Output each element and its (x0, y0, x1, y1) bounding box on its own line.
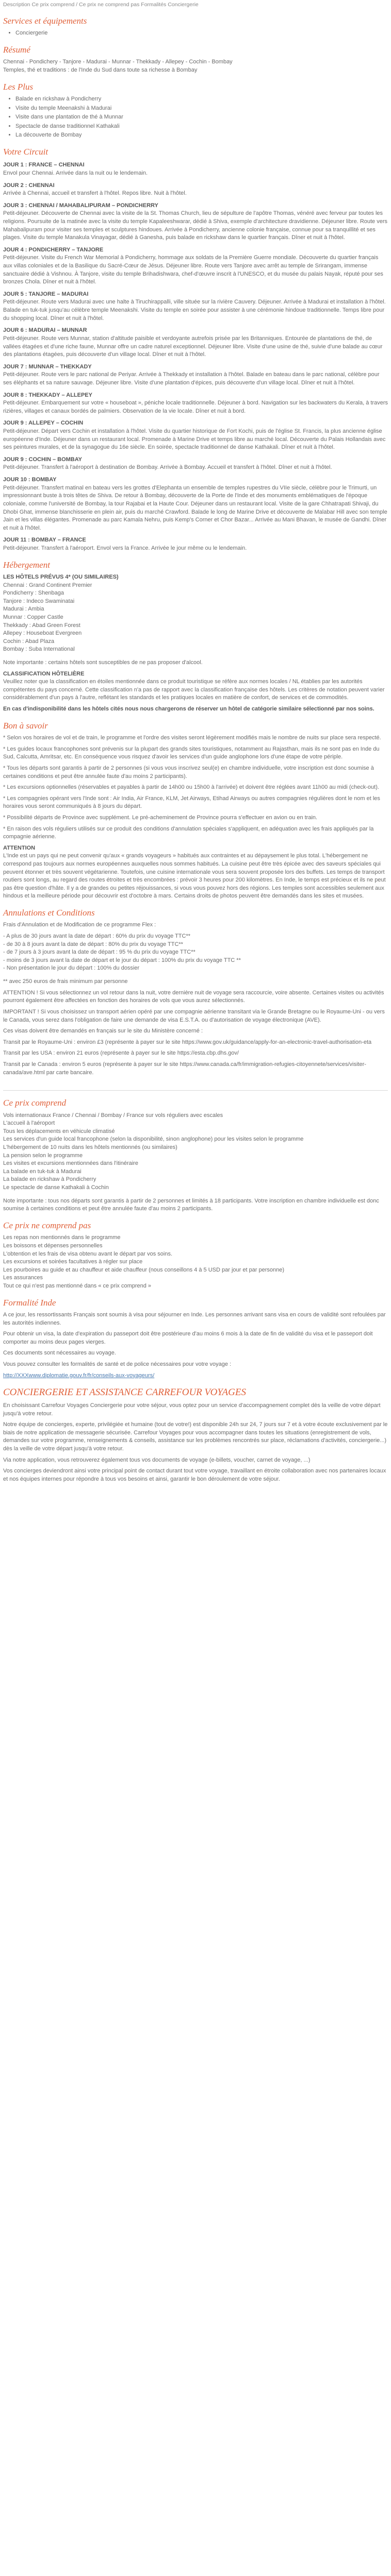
day-item (3, 456, 388, 472)
day-title: JOUR 9 : COCHIN – BOMBAY (3, 456, 83, 463)
list-item: • Visite du temple Meenakshi à Madurai (15, 105, 388, 113)
annulation-intro: Frais d'Annulation et de Modification de ce programme Flex : (3, 922, 156, 928)
day-item (3, 246, 388, 286)
classification-text: Veuillez noter que la classification en étoiles mentionnée dans ce produit touristique se réfère aux normes locales / NL établies par les autorités compétentes du pays concerné. Cette classification n'a pas de rapport avec la classification française des hôtels. Les critères de notation peuvent varier considérablement d'un pays à l'autre, reflétant les standards et les pratiques locales en matière de confort, de services et de commodités. (3, 679, 385, 701)
day-text: Petit-déjeuner. Transfert à l'aéroport à destination de Bombay. Arrivée à Bombay. Accueil et transfert à l'hôtel. Dîner et nuit à l'hôtel. (3, 464, 332, 471)
list-item: Cochin : Abad Plaza (3, 638, 55, 645)
attention-text: L'Inde est un pays qui ne peut convenir qu'aux « grands voyageurs » habitués aux contraintes et au dépaysement le plus total. L'hébergement ne correspond pas toujours aux normes européennes auxquelles nous sommes habitués. La cuisine peut être très épicée avec des saveurs spéciales qui peuvent étonner et très souvent végétarienne. Toutefois, une cuisine internationale vous sera souvent proposée lors des buffets. Les temps de transport routiers sont longs, au regard des routes étroites et très encombrées : prévoir 3 heures pour 200 kilomètres. En Inde, le temps est précieux et ils ne peut pas être question d'hâte. Il y a de grandes ou petites réjouissances, si vous vous pouvez hors des régions. Les temples sont accessibles seulement aux hindous et la meilleure période pour découvrir est d'octobre à mars. Certains droits de photos peuvent être demandés dans les sites et musées. (3, 853, 386, 900)
day-item (3, 536, 388, 552)
savoir-paragraph: * Les excursions optionnelles (réservables et payables à partir de 14h00 ou 15h00 à l'arrivée) et doivent être réglées avant 11h00 au midi (check-out). (3, 784, 379, 791)
formalite-paragraph: A ce jour, les ressortissants Français sont soumis à visa pour séjourner en Inde. Les personnes arrivant sans visa en cours de validité sont refoulées par les autorités indiennes. (3, 1311, 386, 1326)
hotels-subtitle: LES HÔTELS PRÉVUS 4* (OU SIMILAIRES) (3, 573, 119, 580)
day-text: Petit-déjeuner. Route vers Munnar, station d'altitude paisible et verdoyante autrefois prisée par les Britanniques. Entourée de plantations de thé, de vallées étagées et d'une riche faune, Munnar offre un cadre naturel exceptionnel. Déjeuner libre. Visite d'une usine de thé, suivie d'une balade au cœur des plantations étagées, puis découverte d'un village local. Dîner et nuit à l'hôtel. (3, 335, 383, 358)
savoir-title: Bon à savoir (3, 720, 48, 731)
list-item: • Balade en rickshaw à Pondicherry (15, 95, 388, 104)
annulation-paragraph: Transit par le Royaume-Uni : environ £3 (représente à payer sur le site https://www.gov.uk/guidance/apply-for-an-electronic-travel-authorisation-eta (3, 1039, 372, 1045)
list-item: • Conciergerie (15, 29, 388, 38)
day-item (3, 202, 388, 242)
day-title: JOUR 10 : BOMBAY (3, 477, 57, 483)
circuit-title: Votre Circuit (3, 146, 48, 157)
day-text: Petit-déjeuner. Découverte de Chennai avec la visite de la St. Thomas Church, lieu de sépulture de l'apôtre Thomas, vénéré avec ferveur par toutes les religions. Poursuite de la matinée avec la visite du temple Kapaleeshwarar, dédié à Shiva, exemple d'architecture dravidienne. Déjeuner libre. Route vers Mahabalipuram pour visiter ses temples et sculptures hindoues. Arrivée à Pondicherry, ancienne colonie française, connue pour sa tranquillité et ses plages. Visite du temple Manakula Vinayagar, dédié à Ganesha, puis balade en rickshaw dans le quartier français. Dîner et nuit à l'hôtel. (3, 210, 388, 241)
formalite-paragraph: Vous pouvez consulter les formalités de santé et de police nécessaires pour votre voyage : (3, 1361, 232, 1367)
savoir-paragraph: * Tous les départs sont garantis à partir de 2 personnes (si vous vous inscrivez seul(e) en chambre individuelle, votre inscription est donc soumise à certaines conditions et peut être annulée faute d'au moins 2 participants). (3, 765, 374, 779)
day-title: JOUR 9 : ALLEPEY – COCHIN (3, 420, 84, 427)
list-item: • La découverte de Bombay (15, 131, 388, 140)
conciergerie-paragraph: Vos concierges deviendront ainsi votre principal point de contact durant tout votre voyage, travaillant en étroite collaboration avec nos partenaires locaux et nos équipes internes pour répondre à tous vos besoins et ainsi, garantir le bon déroulement de votre séjour. (3, 1468, 386, 1482)
list-item: Les assurances (3, 1275, 43, 1281)
classification-title: CLASSIFICATION HÔTELIÈRE (3, 670, 85, 677)
list-item: L'accueil à l'aéroport (3, 1120, 55, 1127)
day-title: JOUR 5 : TANJORE – MADURAI (3, 291, 89, 297)
savoir-paragraph: * En raison des vols réguliers utilisés sur ce produit des conditions d'annulation spéciales s'appliquent, en adéquation avec les frais appliqués par la compagnie aérienne. (3, 825, 374, 840)
savoir-paragraph: * Les compagnies opérant vers l'Inde sont : Air India, Air France, KLM, Jet Airways, Etihad Airways ou autres compagnies régulières dont le nom et les horaires vous seront communiqués à 8 jours du départ. (3, 795, 380, 810)
day-item (3, 419, 388, 451)
list-item: Bombay : Suba International (3, 646, 75, 653)
annulation-paragraph: Transit par le Canada : environ 5 euros (représente à payer sur le site https://www.canada.ca/fr/immigration-refugies-citoyennete/services/visiter-canada/ave.html par carte bancaire. (3, 1061, 366, 1076)
list-item: La balade en rickshaw à Pondicherry (3, 1176, 96, 1183)
annulation-title: Annulations et Conditions (3, 908, 95, 918)
prix-comprend-title: Ce prix comprend (3, 1098, 67, 1108)
prix-comprend-list (3, 1112, 388, 1192)
savoir-paragraph: * Les guides locaux francophones sont prévenis sur la plupart des grands sites touristiques, notamment au Rajasthan, mais ils ne sont pas en Inde du Sud, Calcutta, Amritsar, etc. En conséquence vous risquez d'avoir les services d'un guide anglophone lors d'une étape de votre périple. (3, 745, 380, 760)
day-item (3, 161, 388, 177)
annulation-paragraph: ATTENTION ! Si vous sélectionnez un vol retour dans la nuit, votre dernière nuit de voyage sera raccourcie, voire absente. Certaines visites ou activités pourront également être affectées en fonction des horaires de vols que vous aurez sélectionnés. (3, 989, 384, 1004)
day-item (3, 182, 388, 198)
day-title: JOUR 6 : MADURAI – MUNNAR (3, 327, 87, 334)
day-text: Petit-déjeuner. Embarquement sur votre « houseboat », péniche locale traditionnelle. Déjeuner à bord. Navigation sur les backwaters du Kerala, à travers rizières, villages et canaux bordés de palmiers. Observation de la vie locale. Dîner et nuit à bord. (3, 400, 388, 414)
list-item: - Non présentation le jour du départ : 100% du dossier (3, 965, 140, 972)
formalite-paragraph: Pour obtenir un visa, la date d'expiration du passeport doit être postérieure d'au moins 6 mois à la date de fin de validité du visa et le passeport doit comporter au moins deux pages vierges. (3, 1331, 373, 1345)
prix-ne-comprend-title: Ce prix ne comprend pas (3, 1220, 91, 1230)
day-text: Petit-déjeuner. Route vers le parc national de Periyar. Arrivée à Thekkady et installation à l'hôtel. Balade en bateau dans le parc national, célèbre pour ses éléphants et sa nature sauvage. Déjeuner libre. Visite d'une plantation d'épices, puis découverte d'un village local. Dîner et nuit à l'hôtel. (3, 371, 380, 386)
circuit-days (3, 161, 388, 552)
list-item: Munnar : Copper Castle (3, 614, 63, 620)
annulation-paragraph: Transit par les USA : environ 21 euros (représente à payer sur le site https://esta.cbp.dhs.gov/ (3, 1050, 239, 1057)
resume-title: Résumé (3, 44, 30, 55)
list-item: Tout ce qui n'est pas mentionné dans « ce prix comprend » (3, 1282, 152, 1289)
resume-line: Chennai - Pondichery - Tanjore - Madurai - Munnar - Thekkady - Allepey - Cochin - Bombay Temples, thé et traditions : de l'Inde du Sud dans toute sa richesse à Bombay (3, 59, 233, 73)
list-item: Les pourboires au guide et au chauffeur et aide chauffeur (nous conseillons 4 à 5 USD par jour et par personne) (3, 1266, 285, 1273)
conciergerie-paragraph: Notre équipe de concierges, experte, privilégiée et humaine (tout de votre!) est disponible 24h sur 24, 7 jours sur 7 et à votre écoute exclusivement par le biais de notre application de messagerie sécurisée. Carrefour Voyages pour vous accompagner dans toutes les situations (enregistrement de vols, demandes sur votre programme, renseignements & conseils, assistance sur les problèmes rencontrés sur place, réclamations d'activités, conciergerie...) dès la veille de votre départ jusqu'à votre retour. (3, 1421, 388, 1452)
day-text: Petit-déjeuner. Transfert matinal en bateau vers les grottes d'Elephanta un ensemble de temples rupestres du VIIe siècle, célèbre pour le Trimurti, un impressionnant buste à trois têtes de Shiva. De retour à Bombay, découverte de la Porte de l'Inde et des monuments emblématiques de l'époque coloniale, comme l'université de Bombay, la tour Rajabai et la Haute Cour. Déjeuner dans un restaurant local. Visite de la gare Chhatrapati Shivaji, du Dhobi Ghat, immense blanchisserie en plein air, puis du marché Crawford. Balade le long de Marine Drive et découverte de Malabar Hill avec son temple Jain et les villas élégantes. Promenade au parc Kamala Nehru, puis Kemp's Corner et Chor Bazar... Arrivée au Mani Bhavan, le musée de Gandhi. Dîner et nuit à l'hôtel. (3, 484, 387, 531)
breadcrumb: Description Ce prix comprend / Ce prix ne comprend pas Formalités Conciergerie (3, 2, 199, 8)
annulation-paragraph: IMPORTANT ! Si vous choisissez un transport aérien opéré par une compagnie aérienne transitant via le Grande Bretagne ou le Royaume-Uni - ou vers le Canada, vous serez dans l'obligation de faire une demande de visa E.S.T.A. ou d'autorisation de voyage électronique (AVE). (3, 1008, 385, 1023)
formalite-title: Formalité Inde (3, 1297, 56, 1308)
list-item: • Visite dans une plantation de thé à Munnar (15, 113, 388, 122)
day-item (3, 327, 388, 359)
list-item: Madurai : Ambia (3, 606, 44, 613)
day-item (3, 363, 388, 387)
annulation-paragraph: Ces visas doivent être demandés en français sur le site du Ministère concerné : (3, 1028, 203, 1035)
list-item: • Spectacle de danse traditionnel Kathakali (15, 123, 388, 131)
day-text: Petit-déjeuner. Visite du French War Memorial à Pondicherry, hommage aux soldats de la Première Guerre mondiale. Découverte du quartier français aux villas coloniales et de la Basilique du Sacré-Cœur de Jésus. Déjeuner libre. Route vers Tanjore avec arrêt au temple de Srirangam, immense sanctuaire dédié à Vishnou. À Tanjore, visite du temple Brihadishwara, chef-d'œuvre inscrit à l'UNESCO, et du musée du palais Nayak, réputé pour ses bronzes Chola. Dîner et nuit à l'hôtel. (3, 255, 383, 285)
list-item: Les boissons et dépenses personnelles (3, 1242, 103, 1249)
services-list (3, 29, 388, 38)
day-text: Envol pour Chennai. Arrivée dans la nuit ou le lendemain. (3, 170, 148, 176)
conciergerie-paragraph: En choisissant Carrefour Voyages Conciergerie pour votre séjour, vous optez pour un service d'accompagnement complet dès la veille de votre départ jusqu'à votre retour. (3, 1402, 381, 1417)
day-title: JOUR 11 : BOMBAY – FRANCE (3, 537, 86, 544)
list-item: Les repas non mentionnés dans le programme (3, 1234, 121, 1241)
list-item: Les services d'un guide local francophone (selon la disponibilité, sinon anglophone) pour les visites selon le programme (3, 1136, 304, 1143)
annulation-footnote: ** avec 250 euros de frais minimum par personne (3, 978, 128, 985)
list-item: L'obtention et les frais de visa obtenu avant le départ par vos soins. (3, 1250, 173, 1257)
conciergerie-title: CONCIERGERIE ET ASSISTANCE CARREFOUR VOYAGES (3, 1387, 246, 1398)
day-text: Petit-déjeuner. Transfert à l'aéroport. Envol vers la France. Arrivée le jour même ou le lendemain. (3, 545, 247, 551)
day-text: Arrivée à Chennai, accueil et transfert à l'hôtel. Repos libre. Nuit à l'hôtel. (3, 190, 187, 197)
day-title: JOUR 2 : CHENNAI (3, 182, 55, 189)
day-title: JOUR 3 : CHENNAI / MAHABALIPURAM – PONDICHERRY (3, 202, 158, 209)
services-title: Services et équipements (3, 15, 87, 26)
list-item: Allepey : Houseboat Evergreen (3, 630, 82, 637)
day-text: Petit-déjeuner. Route vers Madurai avec une halte à Tiruchirappalli, ville située sur la rivière Cauvery. Déjeuner. Arrivée à Madurai et installation à l'hôtel. Balade en tuk-tuk jusqu'au célèbre temple Meenakshi. Visite du temple en soirée pour assister à une cérémonie hindoue traditionnelle. Temps libre pour du shopping local. Dîner et nuit à l'hôtel. (3, 299, 386, 321)
list-item: - A plus de 30 jours avant la date de départ : 60% du prix du voyage TTC** (3, 933, 191, 940)
savoir-paragraph: * Possibilité départs de Province avec supplément. Le pré-acheminement de Province pourra s'effectuer en avion ou en train. (3, 814, 318, 821)
list-item: - moins de 3 jours avant la date de départ et le jour du départ : 100% du prix du voyage TTC ** (3, 957, 241, 963)
list-item: La pension selon le programme (3, 1152, 83, 1159)
list-item: - de 30 à 8 jours avant la date de départ : 80% du prix du voyage TTC** (3, 941, 183, 947)
formalite-paragraph: Ces documents sont nécessaires au voyage. (3, 1350, 116, 1357)
divider (3, 1090, 388, 1091)
list-item: Pondicherry : Shenbaga (3, 590, 64, 597)
attention-title: ATTENTION (3, 844, 36, 851)
plus-list (3, 95, 388, 140)
classification-bold: En cas d'indisponibilité dans les hôtels cités nous nous chargerons de réserver un hôtel de catégorie similaire sélectionné par nos soins. (3, 706, 374, 713)
day-item (3, 476, 388, 532)
list-item: Thekkady : Abad Green Forest (3, 622, 80, 629)
list-item: La balade en tuk-tuk à Madurai (3, 1168, 82, 1175)
annulation-list (3, 933, 388, 973)
day-item (3, 392, 388, 416)
list-item: Tanjore : Indeco Swaminatai (3, 598, 75, 604)
list-item: - de 7 jours à 3 jours avant la date de départ : 95 % du prix du voyage TTC** (3, 949, 196, 956)
list-item: Les visites et excursions mentionnées dans l'itinéraire (3, 1160, 138, 1167)
hotels-note: Note importante : certains hôtels sont susceptibles de ne pas proposer d'alcool. (3, 659, 203, 666)
day-title: JOUR 4 : PONDICHERRY – TANJORE (3, 246, 104, 253)
day-title: JOUR 7 : MUNNAR – THEKKADY (3, 363, 92, 370)
day-text: Petit-déjeuner. Départ vers Cochin et installation à l'hôtel. Visite du quartier historique de Fort Kochi, puis de l'église St. Francis, la plus ancienne église européenne d'Inde. Déjeuner dans un restaurant local. Promenade à Marine Drive et temps libre au marché local. Découverte du Palais Hollandais avec ses peintures murales, et de la synagogue du 16e siècle. En soirée, spectacle traditionnel de danse Kathakali. Dîner et nuit à l'hôtel. (3, 428, 386, 451)
list-item: L'hébergement de 10 nuits dans les hôtels mentionnés (ou similaires) (3, 1144, 177, 1151)
plus-title: Les Plus (3, 81, 34, 92)
list-item: Le spectacle de danse Kathakali à Cochin (3, 1184, 109, 1191)
hebergement-title: Hébergement (3, 560, 50, 570)
prix-comprend-note: Note importante : tous nos départs sont garantis à partir de 2 personnes et limités à 18 participants. Votre inscription en chambre individuelle est donc soumise à certaines conditions et peut être annulée faute d'au moins 2 participants. (3, 1197, 379, 1212)
day-title: JOUR 1 : FRANCE – CHENNAI (3, 162, 85, 168)
savoir-paragraph: * Selon vos horaires de vol et de train, le programme et l'ordre des visites seront légèrement modifiés mais le nombre de nuits sur place sera respecté. (3, 735, 381, 741)
conciergerie-paragraph: Via notre application, vous retrouverez également tous vos documents de voyage (e-billets, voucher, carnet de voyage, ...) (3, 1456, 311, 1463)
day-item (3, 291, 388, 323)
prix-ne-comprend-list (3, 1234, 388, 1290)
formalite-link[interactable]: http://XXXwww.diplomatie.gouv.fr/fr/conseils-aux-voyageurs/ (3, 1372, 155, 1379)
list-item: Vols internationaux France / Chennai / Bombay / France sur vols réguliers avec escales (3, 1112, 223, 1118)
list-item: Les excursions et soirées facultatives à régler sur place (3, 1259, 143, 1265)
day-title: JOUR 8 : THEKKADY – ALLEPEY (3, 392, 92, 398)
list-item: Tous les déplacements en véhicule climatisé (3, 1128, 115, 1134)
list-item: Chennai : Grand Continent Premier (3, 582, 92, 588)
hotels-list (3, 582, 388, 654)
